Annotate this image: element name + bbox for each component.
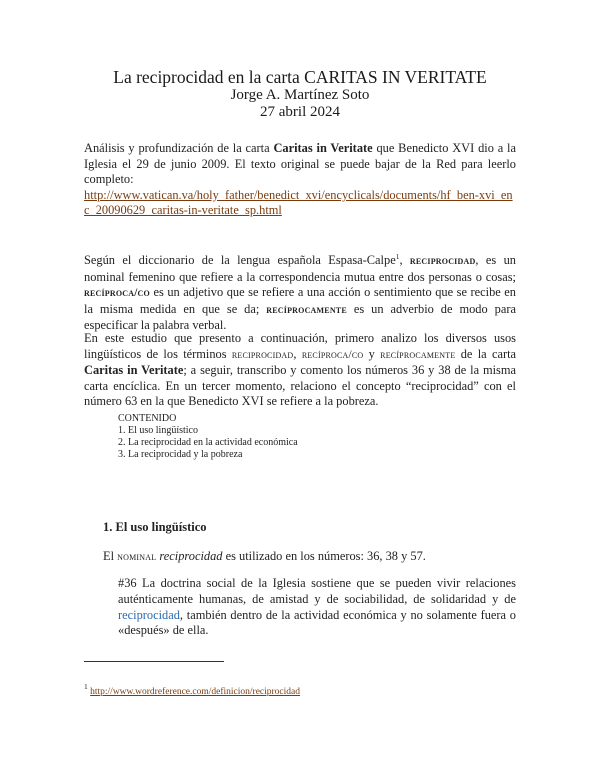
intro-text: que Benedicto XVI dio a la Iglesia el 29 de junio 2009. El texto original se puede bajar de la Red para leerlo completo: — [84, 141, 516, 187]
toc-heading: CONTENIDO — [118, 413, 177, 424]
quote-text: , también dentro de la actividad económica y no solamente fuera o «después» de ella. — [118, 607, 516, 638]
quote-36 — [118, 576, 516, 639]
study-text: y — [363, 346, 381, 361]
study-text: de la carta — [455, 346, 517, 361]
toc-item[interactable]: 3. La reciprocidad y la pobreza — [118, 449, 243, 460]
section-heading: 1. El uso lingüístico — [103, 520, 207, 534]
intro-paragraph — [84, 141, 516, 219]
definition-text: Según el diccionario de la lengua española Espasa-Calpe — [84, 253, 396, 267]
usage-text: El — [103, 549, 118, 563]
letter-title-bold: Caritas in Veritate — [273, 141, 373, 155]
definition-text: es un adjetivo que se refiere a una acción o sentimiento que se recibe en la misma medida en que se da; — [84, 285, 516, 316]
footnote-number: 1 — [84, 682, 88, 691]
letter-title-bold: Caritas in Veritate — [84, 363, 184, 378]
document-date: 27 abril 2024 — [260, 104, 340, 120]
table-of-contents — [118, 413, 298, 461]
intro-text: Análisis y profundización de la carta — [84, 141, 274, 155]
highlighted-term: reciprocidad — [118, 607, 180, 622]
term-reciprocamente: recíprocamente — [266, 303, 347, 316]
usage-line — [103, 549, 426, 565]
study-text: En este estudio que presento a continuación, primero analizo los diversos usos lingüísticos de los términos — [84, 331, 516, 361]
definition-paragraph — [84, 249, 516, 334]
definition-text: es un adverbio de modo para especificar la palabra verbal. — [84, 301, 516, 333]
definition-text: , — [399, 253, 410, 267]
footnote-marker[interactable]: 1 — [395, 252, 400, 261]
study-text: ; a seguir, transcribo y comento los números 36 y 38 de la misma carta encíclica. En un tercer momento, relaciono el concepto “reciprocidad” con el número 63 en la que Benedicto XVI se refiere a la pobreza. — [84, 363, 516, 409]
footnote-divider — [84, 661, 224, 662]
toc-item[interactable]: 2. La reciprocidad en la actividad económica — [118, 437, 298, 448]
nominal-label: nominal — [117, 551, 157, 563]
usage-text: es utilizado en los números: 36, 38 y 57. — [222, 549, 426, 563]
definition-text: , es un nominal femenino que refiere a la correspondencia mutua entre dos personas o cosas; — [84, 253, 516, 284]
toc-item[interactable]: 1. El uso lingüístico — [118, 425, 198, 436]
study-text: , — [293, 346, 302, 361]
study-paragraph — [84, 331, 516, 410]
author-name: Jorge A. Martínez Soto — [230, 87, 370, 103]
footnote — [84, 681, 300, 698]
quote-text: #36 La doctrina social de la Iglesia sostiene que se pueden vivir relaciones auténticamente humanas, de amistad y de sociabilidad, de solidaridad y de — [118, 576, 516, 606]
footnote-link[interactable]: http://www.wordreference.com/definicion/reciprocidad — [90, 687, 301, 697]
term-reciprocidad: reciprocidad — [409, 255, 476, 267]
document-title: La reciprocidad en la carta CARITAS IN VERITATE — [113, 67, 487, 87]
term-reciproca: recíproca/co — [301, 348, 364, 361]
term-reciprocamente: recíprocamente — [380, 348, 456, 361]
term-italic: reciprocidad — [159, 549, 223, 563]
vatican-link[interactable]: http://www.vatican.va/holy_father/benedict_xvi/encyclicals/documents/hf_ben-xvi_enc_20090629_caritas-in-veritate_sp.html — [84, 187, 513, 218]
term-reciprocidad: reciprocidad — [231, 348, 294, 361]
term-reciproca: recíproca/co — [84, 287, 150, 300]
